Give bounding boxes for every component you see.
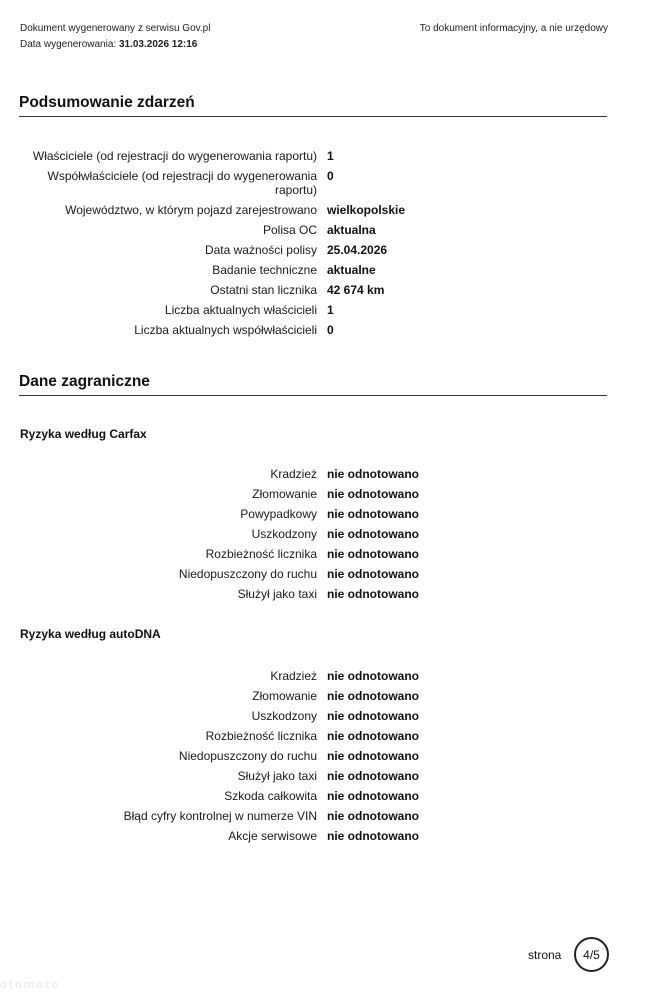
row-label: Powypadkowy — [240, 507, 317, 521]
header-generated-date: Data wygenerowania: 31.03.2026 12:16 — [20, 39, 198, 50]
row-label: Właściciele (od rejestracji do wygenerowania raportu) — [32, 149, 317, 163]
row-label: Służył jako taxi — [237, 769, 317, 783]
row-label: Niedopuszczony do ruchu — [178, 567, 317, 581]
row-label: Polisa OC — [262, 223, 317, 237]
row-value: nie odnotowano — [327, 749, 419, 763]
carfax-row — [0, 527, 653, 547]
row-label: Złomowanie — [252, 487, 317, 501]
row-value: aktualna — [327, 223, 376, 237]
autodna-row — [0, 749, 653, 769]
row-value: 1 — [327, 303, 334, 317]
carfax-row — [0, 507, 653, 527]
autodna-row — [0, 809, 653, 829]
row-label: Badanie techniczne — [212, 263, 317, 277]
autodna-row — [0, 729, 653, 749]
row-label: Ostatni stan licznika — [210, 283, 317, 297]
row-value: 0 — [327, 323, 334, 337]
carfax-row — [0, 567, 653, 587]
row-label: Data ważności polisy — [204, 243, 317, 257]
summary-row — [0, 149, 653, 169]
row-label: Niedopuszczony do ruchu — [178, 749, 317, 763]
row-value: 1 — [327, 149, 334, 163]
row-value: nie odnotowano — [327, 669, 419, 683]
autodna-row — [0, 769, 653, 789]
summary-row — [0, 203, 653, 223]
row-value: nie odnotowano — [327, 487, 419, 501]
row-value: nie odnotowano — [327, 689, 419, 703]
summary-row — [0, 263, 653, 283]
row-value: aktualne — [327, 263, 376, 277]
row-label: Rozbieżność licznika — [205, 729, 317, 743]
row-label: Złomowanie — [252, 689, 317, 703]
autodna-row — [0, 689, 653, 709]
carfax-row — [0, 467, 653, 487]
row-value: nie odnotowano — [327, 789, 419, 803]
row-value: nie odnotowano — [327, 729, 419, 743]
row-label: Akcje serwisowe — [228, 829, 317, 843]
page-number: 4/5 — [583, 947, 600, 962]
summary-row — [0, 283, 653, 303]
carfax-row — [0, 587, 653, 607]
row-value: nie odnotowano — [327, 709, 419, 723]
carfax-row — [0, 547, 653, 567]
autodna-row — [0, 669, 653, 689]
row-value: nie odnotowano — [327, 467, 419, 481]
page-label: strona — [528, 948, 562, 962]
row-value: nie odnotowano — [327, 547, 419, 561]
header-info — [20, 21, 210, 53]
summary-row — [0, 303, 653, 323]
subsection-title-carfax: Ryzyka według Carfax — [20, 427, 147, 441]
autodna-row — [0, 709, 653, 729]
watermark: otomoto — [0, 978, 61, 991]
row-label: Uszkodzony — [251, 709, 317, 723]
summary-row — [0, 223, 653, 243]
row-value: nie odnotowano — [327, 587, 419, 601]
summary-row — [0, 323, 653, 343]
summary-row — [0, 169, 653, 203]
subsection-title-autodna: Ryzyka według autoDNA — [20, 627, 161, 641]
row-label: Kradzież — [270, 467, 317, 481]
summary-row — [0, 243, 653, 263]
row-label: Województwo, w którym pojazd zarejestrowano — [65, 203, 317, 217]
row-value: nie odnotowano — [327, 829, 419, 843]
row-label: Szkoda całkowita — [224, 789, 317, 803]
autodna-row — [0, 789, 653, 809]
header-source: Dokument wygenerowany z serwisu Gov.pl — [20, 23, 211, 34]
row-label: Liczba aktualnych współwłaścicieli — [134, 323, 317, 337]
autodna-table — [0, 669, 653, 849]
row-label: Rozbieżność licznika — [205, 547, 317, 561]
row-label: Służył jako taxi — [237, 587, 317, 601]
row-value: 0 — [327, 169, 334, 183]
row-label: Liczba aktualnych właścicieli — [164, 303, 317, 317]
row-label: Kradzież — [270, 669, 317, 683]
row-value: nie odnotowano — [327, 809, 419, 823]
row-value: 25.04.2026 — [327, 243, 388, 257]
row-value: nie odnotowano — [327, 567, 419, 581]
row-value: nie odnotowano — [327, 507, 419, 521]
section-title-foreign: Dane zagraniczne — [19, 372, 607, 396]
row-value: nie odnotowano — [327, 769, 419, 783]
row-value: 42 674 km — [327, 283, 385, 297]
row-label: Błąd cyfry kontrolnej w numerze VIN — [123, 809, 317, 823]
page-number-badge — [574, 937, 609, 972]
row-label: Współwłaściciele (od rejestracji do wygenerowania raportu) — [47, 169, 317, 197]
row-value: nie odnotowano — [327, 527, 419, 541]
row-value: wielkopolskie — [327, 203, 406, 217]
carfax-row — [0, 487, 653, 507]
header-disclaimer: To dokument informacyjny, a nie urzędowy — [419, 23, 608, 34]
row-label: Uszkodzony — [251, 527, 317, 541]
autodna-row — [0, 829, 653, 849]
summary-table — [0, 149, 653, 343]
section-title-summary: Podsumowanie zdarzeń — [19, 93, 607, 117]
carfax-table — [0, 467, 653, 607]
